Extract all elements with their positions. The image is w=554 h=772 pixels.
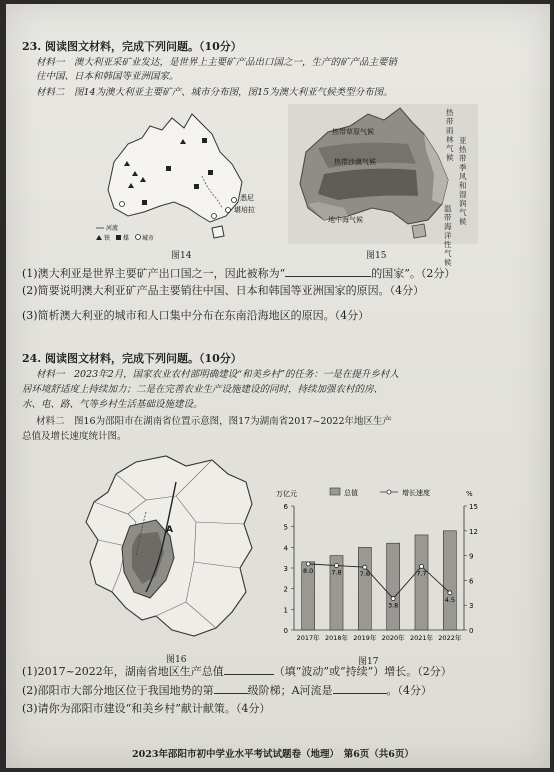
chart17-growth-data-label: 7.6 (359, 570, 371, 579)
chart17-x-tick-label: 2022年 (438, 634, 462, 642)
chart17-growth-point (391, 597, 395, 601)
q23-material1-line2: 往中国、日本和韩国等亚洲国家。 (36, 71, 179, 82)
q24-material2-line2: 总值及增长速度统计图。 (22, 431, 127, 442)
chart17-x-tick-label: 2018年 (324, 634, 349, 642)
q23-material1-line1: 材料一 澳大利亚采矿业发达，是世界上主要矿产品出口国之一，生产的矿产品主要销 (36, 57, 398, 68)
map14-australia-minerals (84, 104, 269, 244)
map14-caption: 图14 (171, 251, 192, 261)
chart17-left-unit: 万亿元 (276, 490, 297, 498)
chart17-left-tick-label: 0 (283, 627, 288, 635)
chart17-growth-point (335, 564, 339, 568)
chart17-growth-data-label: 7.7 (416, 569, 427, 578)
chart17-caption: 图17 (358, 657, 379, 667)
q24-header: 24. 阅读图文材料，完成下列问题。（10分） (22, 352, 242, 365)
chart17-bar (387, 543, 400, 630)
chart17-bar (415, 535, 428, 630)
q24-material1-line2: 居环境舒适度上持续加力；二是在完善农业生产设施建设的同时，持续加强农村的房、 (22, 384, 384, 395)
chart17-right-unit: % (466, 490, 473, 498)
q23-sub1-answer-blank[interactable] (285, 266, 371, 277)
map15-caption: 图15 (366, 251, 387, 261)
chart17-right-tick-label: 9 (469, 552, 474, 561)
chart17-growth-point (363, 565, 367, 569)
q24-sub2-step-blank[interactable] (214, 683, 248, 694)
chart17-x-tick-label: 2019年 (353, 634, 377, 642)
map15-zone-desert: 热带沙漠气候 (334, 158, 376, 166)
map14-city-sydney: 悉尼 (240, 194, 254, 202)
chart17-right-tick-label: 3 (469, 602, 474, 611)
q24-material1-line1: 材料一 2023年2月，国家农业农村部明确建设“和美乡村”的任务：一是在提升乡村人 (36, 369, 399, 380)
q24-sub3: (3)请你为邵阳市建设“和美乡村”献计献策。（4分） (22, 702, 271, 715)
chart17-left-tick-label: 1 (283, 606, 288, 615)
chart17-growth-data-label: 8.0 (302, 566, 314, 575)
q24-sub2-river-blank[interactable] (333, 683, 387, 694)
chart17-legend-growth: 增长速度 (402, 489, 430, 497)
chart17-left-tick-label: 3 (283, 565, 288, 573)
page-footer: 2023年邵阳市初中学业水平考试试题卷（地理） 第6页（共6页） (132, 749, 414, 760)
q24-material2-line1: 材料二 图16为邵阳市在湖南省位置示意图，图17为湖南省2017~2022年地区生产 (36, 416, 392, 427)
chart17-right-tick-label: 12 (469, 527, 478, 536)
q24-sub2: (2)邵阳市大部分地区位于我国地势的第 级阶梯；A河流是 。（4分） (22, 684, 433, 697)
chart17-x-tick-label: 2020年 (381, 634, 405, 642)
chart17-growth-data-label: 4.5 (444, 595, 456, 604)
map15-zone-temperate: 温带海洋性气候 (444, 204, 452, 267)
map16-caption: 图16 (166, 655, 187, 665)
exam-paper (6, 4, 550, 768)
chart17-bar (358, 547, 371, 630)
chart17-left-tick-label: 5 (283, 523, 288, 532)
map16-hunan-shaoyang (76, 452, 266, 642)
chart17-bar (443, 531, 456, 630)
map14-legend-river: 河流 (106, 225, 119, 232)
map16-river-a-label: A (166, 525, 173, 535)
q23-sub1: (1)澳大利亚是世界主要矿产出口国之一，因此被称为“ 的国家”。（2分） (22, 267, 456, 280)
map15-zone-rainforest: 热带雨林气候 (446, 108, 454, 162)
map14-legend-iron: 铁 (104, 235, 111, 242)
chart17-growth-point (420, 564, 424, 568)
chart17-left-tick-label: 4 (283, 544, 288, 553)
chart17-legend-bar-swatch (330, 488, 340, 495)
chart17-right-tick-label: 15 (469, 503, 478, 511)
q23-header: 23. 阅读图文材料，完成下列问题。（10分） (22, 40, 242, 53)
chart17-growth-line (308, 564, 450, 599)
chart17-growth-data-label: 7.8 (331, 568, 342, 577)
q24-material1-line3: 水、电、路、气等乡村生活基础设施建设。 (22, 399, 203, 410)
chart17-legend-total: 总值 (344, 489, 358, 497)
chart17-left-tick-label: 2 (283, 585, 288, 594)
q23-sub3: (3)简析澳大利亚的城市和人口集中分布在东南沿海地区的原因。（4分） (22, 309, 370, 322)
chart17-right-tick-label: 6 (469, 577, 474, 586)
map14-legend-coal: 煤 (123, 235, 130, 242)
map14-city-canberra: 堪培拉 (234, 206, 255, 214)
chart17-x-tick-label: 2021年 (409, 634, 434, 642)
q23-sub2: (2)简要说明澳大利亚矿产品主要销往中国、日本和韩国等亚洲国家的原因。（4分） (22, 284, 425, 297)
chart17-growth-point (448, 591, 452, 595)
map15-zone-subtropical: 亚热带季风和湿润气候 (459, 136, 467, 226)
map14-legend-city: 城市 (142, 235, 155, 242)
chart17-hunan-gdp (268, 484, 488, 654)
map15-zone-mediterranean: 地中海气候 (328, 216, 363, 224)
chart17-growth-point (306, 562, 310, 566)
q23-material2-line: 材料二 图14为澳大利亚主要矿产、城市分布图，图15为澳大利亚气候类型分布图。 (36, 87, 393, 98)
q24-sub1-answer-blank[interactable] (224, 664, 274, 675)
q24-sub1: (1)2017~2022年，湖南省地区生产总值 （填“波动”或“持续”）增长。（2分） (22, 665, 452, 678)
map15-zone-savanna: 热带草原气候 (332, 128, 374, 136)
chart17-left-tick-label: 6 (283, 503, 288, 511)
chart17-x-tick-label: 2017年 (296, 634, 320, 642)
chart17-right-tick-label: 0 (469, 627, 474, 635)
chart17-growth-data-label: 3.8 (387, 601, 399, 610)
